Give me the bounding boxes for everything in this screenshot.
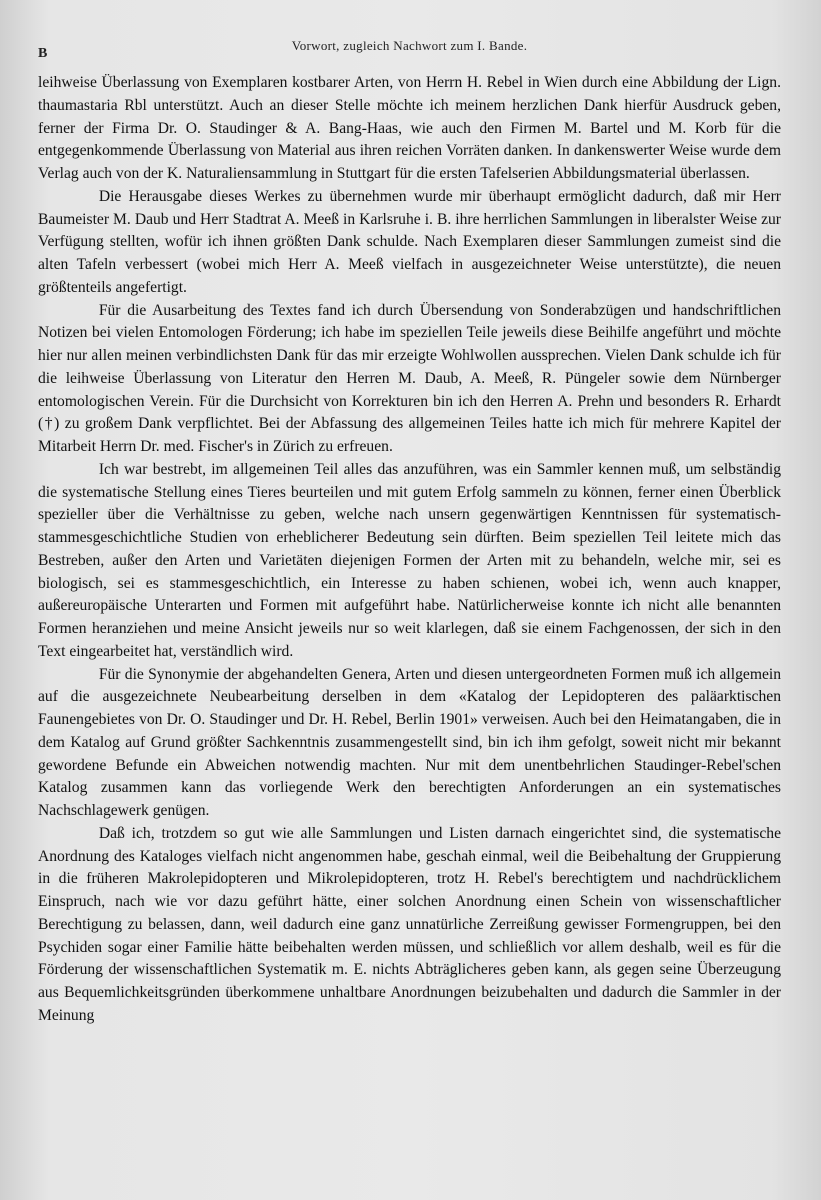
paragraph-6: Daß ich, trotzdem so gut wie alle Sammlungen und Listen darnach eingerichtet sind, die systematische Anordnung des Kataloges vielfach nicht angenommen habe, geschah einmal, weil die Beibehaltung der Gruppierung in die früheren Makrolepidopteren und Mikrolepidopteren, trotz H. Rebel's berechtigtem und nachdrücklichem Einspruch, nach wie vor dazu geführt hätte, einer solchen Anordnung einen Schein von wissenschaftlicher Berechtigung zu belassen, dann, weil dadurch eine ganz unnatürliche Zerreißung gewisser Formengruppen, bei den Psychiden sogar einer Familie hätte beibehalten werden müssen, und schließlich vor allem deshalb, weil es für die Förderung der wissenschaftlichen Systematik m. E. nichts Abträglicheres geben kann, als gegen seine Überzeugung aus Bequemlichkeitsgründen überkommene unhaltbare Anordnungen beizubehalten und dadurch die Sammler in der Meinung [38, 824, 781, 1024]
body-text [38, 72, 781, 1028]
page-header [38, 36, 781, 62]
paragraph-4: Ich war bestrebt, im allgemeinen Teil alles das anzuführen, was ein Sammler kennen muß, um selbständig die systematische Stellung eines Tieres beurteilen und mit gutem Erfolg sammeln zu können, ferner einen Überblick spezieller über die Verhältnisse zu geben, welche nach unsern gegenwärtigen Kenntnissen für systematisch-stammesgeschichtliche Studien von erheblicherer Bedeutung sein dürften. Beim speziellen Teil leitete mich das Bestreben, außer den Arten und Varietäten diejenigen Formen der Arten mit zu behandeln, welche mir, sei es biologisch, sei es stammesgeschichtlich, ein Interesse zu haben schienen, wobei ich, wenn auch knapper, außereuropäische Unterarten und Formen mit aufgeführt habe. Natürlicherweise konnte ich nicht alle benannten Formen heranziehen und meine Ansicht jeweils nur so weit klarlegen, daß sie einem Fachgenossen, der sich in den Text eingearbeitet hat, verständlich wird. [38, 460, 781, 660]
paragraph-5: Für die Synonymie der abgehandelten Genera, Arten und diesen untergeordneten Formen muß ich allgemein auf die ausgezeichnete Neubearbeitung derselben in dem «Katalog der Lepidopteren des paläarktischen Faunengebietes von Dr. O. Staudinger und Dr. H. Rebel, Berlin 1901» verweisen. Auch bei den Heimatangaben, die in dem Katalog auf Grund größter Sachkenntnis zusammengestellt sind, bin ich ihm gefolgt, soweit nicht mir bekannt gewordene Befunde ein Abweichen notwendig machten. Nur mit dem unentbehrlichen Staudinger-Rebel'schen Katalog zusammen kann das vorliegende Werk den berechtigten Anforderungen an ein systematisches Nachschlagewerk genügen. [38, 665, 781, 819]
running-title: Vorwort, zugleich Nachwort zum I. Bande. [291, 38, 528, 53]
page-signature-letter: B [38, 46, 48, 61]
paragraph-2: Die Herausgabe dieses Werkes zu übernehmen wurde mir überhaupt ermöglicht dadurch, daß mir Herr Baumeister M. Daub und Herr Stadtrat A. Meeß in Karlsruhe i. B. ihre herrlichen Sammlungen in liberalster Weise zur Verfügung stellten, wofür ich ihnen größten Dank schulde. Nach Exemplaren dieser Sammlungen zumeist sind die alten Tafeln verbessert (wobei mich Herr A. Meeß vielfach in ausgezeichneter Weise unterstützte), die neuen größtenteils angefertigt. [38, 187, 781, 296]
paragraph-1: leihweise Überlassung von Exemplaren kostbarer Arten, von Herrn H. Rebel in Wien durch eine Abbildung der Lign. thaumastaria Rbl unterstützt. Auch an dieser Stelle möchte ich meinem herzlichen Dank hierfür Ausdruck geben, ferner der Firma Dr. O. Staudinger & A. Bang-Haas, wie auch den Firmen M. Bartel und M. Korb für die entgegenkommende Überlassung von Material aus ihren reichen Vorräten danken. In dankenswerter Weise wurde dem Verlag auch von der K. Naturaliensammlung in Stuttgart für die ersten Tafelserien Abbildungsmaterial überlassen. [38, 74, 781, 182]
paragraph-3: Für die Ausarbeitung des Textes fand ich durch Übersendung von Sonderabzügen und handschriftlichen Notizen bei vielen Entomologen Förderung; ich habe im speziellen Teile jeweils diese Beihilfe angeführt und möchte hier nur allen meinen verbindlichsten Dank für das mir erzeigte Wohlwollen aussprechen. Vielen Dank schulde ich für die leihweise Überlassung von Literatur den Herren M. Daub, A. Meeß, R. Püngeler sowie dem Nürnberger entomologischen Verein. Für die Durchsicht von Korrekturen bin ich den Herren A. Prehn und besonders R. Erhardt (†) zu großem Dank verpflichtet. Bei der Abfassung des allgemeinen Teiles hatte ich mich für mehrere Kapitel der Mitarbeit Herrn Dr. med. Fischer's in Zürich zu erfreuen. [38, 301, 781, 455]
